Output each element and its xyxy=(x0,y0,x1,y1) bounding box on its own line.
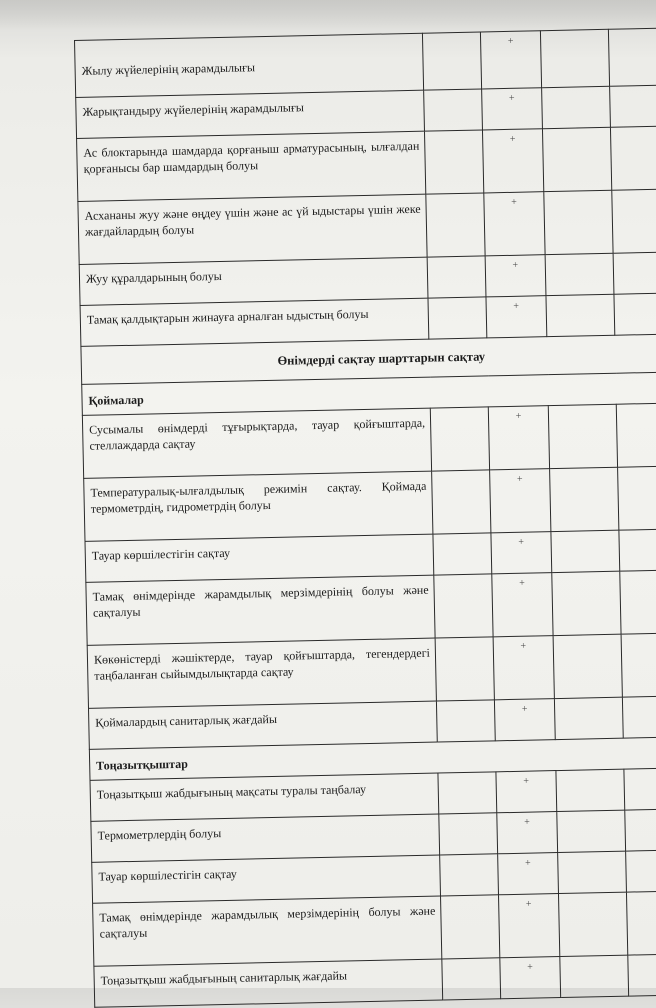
check-mark: + xyxy=(482,88,543,130)
empty-cell xyxy=(610,126,656,190)
empty-cell xyxy=(613,252,656,294)
check-mark: + xyxy=(497,812,558,854)
row-label: Қоймалардың санитарлық жағдайы xyxy=(89,701,438,749)
empty-cell xyxy=(551,530,620,572)
empty-cell xyxy=(424,89,483,131)
check-mark: + xyxy=(482,129,543,193)
check-mark: + xyxy=(492,573,553,637)
check-mark: + xyxy=(486,296,547,338)
empty-cell xyxy=(430,407,489,471)
check-mark: + xyxy=(496,771,557,813)
table-row xyxy=(86,570,656,646)
empty-cell xyxy=(545,253,614,295)
check-mark: + xyxy=(488,406,549,470)
empty-cell xyxy=(426,193,485,257)
check-mark: + xyxy=(491,532,552,574)
empty-cell xyxy=(616,403,656,467)
empty-cell xyxy=(619,529,656,571)
row-label: Асхананы жуу және өңдеу үшін және ас үй ыдыстары үшін жеке жағдайлардың болуы xyxy=(78,194,427,264)
empty-cell xyxy=(435,637,494,701)
table-row xyxy=(84,466,656,542)
inspection-checklist-sheet xyxy=(74,27,656,1008)
row-label: Жылу жүйелерінің жарамдылығы xyxy=(75,33,424,97)
table-row xyxy=(82,403,656,479)
empty-cell xyxy=(548,404,617,468)
empty-cell xyxy=(618,466,656,530)
row-label: Тоңазытқыш жабдығының мақсаты туралы таңбалау xyxy=(90,773,439,821)
row-label: Жарықтандыру жүйелерінің жарамдылығы xyxy=(76,90,425,138)
empty-cell xyxy=(558,851,627,893)
empty-cell xyxy=(621,633,656,697)
empty-cell xyxy=(544,190,613,254)
row-label: Температуралық-ылғалдылық режимін сақтау. Қоймада термометрдің, гидрометрдің болуы xyxy=(84,471,433,541)
row-label: Термометрлердің болуы xyxy=(91,814,440,862)
group-title-storage: Қоймалар xyxy=(82,372,656,416)
check-mark: + xyxy=(480,31,541,89)
empty-cell xyxy=(433,533,492,575)
empty-cell xyxy=(427,256,486,298)
check-mark: + xyxy=(493,636,554,700)
empty-cell xyxy=(424,130,483,194)
empty-cell xyxy=(540,29,609,87)
empty-cell xyxy=(550,467,619,531)
empty-cell xyxy=(439,813,498,855)
row-label: Тауар көршілестігін сақтау xyxy=(85,534,434,582)
empty-cell xyxy=(434,574,493,638)
row-label: Жуу құралдарының болуы xyxy=(79,257,428,305)
empty-cell xyxy=(442,958,501,1000)
empty-cell xyxy=(438,772,497,814)
table-row xyxy=(78,189,656,265)
empty-cell xyxy=(552,571,621,635)
row-label: Көкөністерді жәшіктерде, тауар қойғыштарда, тегендердегі таңбаланған сыйымдылықтарда сақтау xyxy=(87,638,436,708)
empty-cell xyxy=(554,697,623,739)
check-mark: + xyxy=(498,853,559,895)
check-mark: + xyxy=(494,699,555,741)
empty-cell xyxy=(626,850,656,892)
table-row xyxy=(77,126,656,202)
empty-cell xyxy=(542,127,611,191)
empty-cell xyxy=(628,954,656,996)
table-row xyxy=(93,891,656,967)
empty-cell xyxy=(626,891,656,955)
empty-cell xyxy=(546,294,615,336)
checklist-table xyxy=(74,27,656,1008)
check-mark: + xyxy=(484,192,545,256)
row-label: Тамақ өнімдерінде жарамдылық мерзімдерінің болуы және сақталуы xyxy=(86,575,435,645)
empty-cell xyxy=(608,28,656,86)
empty-cell xyxy=(432,470,491,534)
row-label: Тауар көршілестігін сақтау xyxy=(92,855,441,903)
empty-cell xyxy=(553,634,622,698)
empty-cell xyxy=(612,189,656,253)
empty-cell xyxy=(610,85,656,127)
row-label: Тамақ қалдықтарын жинауға арналған ыдыстың болуы xyxy=(80,298,429,346)
empty-cell xyxy=(440,854,499,896)
empty-cell xyxy=(625,809,656,851)
empty-cell xyxy=(542,86,611,128)
empty-cell xyxy=(622,696,656,738)
section-title: Өнімдерді сақтау шарттарын сақтау xyxy=(81,334,656,384)
check-mark: + xyxy=(490,469,551,533)
empty-cell xyxy=(624,768,656,810)
check-mark: + xyxy=(498,894,559,958)
row-label: Тоңазытқыш жабдығының санитарлық жағдайы xyxy=(94,959,443,1007)
empty-cell xyxy=(436,700,495,742)
table-row xyxy=(87,633,656,709)
row-label: Ас блоктарында шамдарда қорғаныш арматурасының, ылғалдан қорғанысы бар шамдардың болуы xyxy=(77,131,426,201)
row-label: Тамақ өнімдерінде жарамдылық мерзімдерінің болуы және сақталуы xyxy=(93,896,442,966)
check-mark: + xyxy=(485,255,546,297)
empty-cell xyxy=(620,570,656,634)
empty-cell xyxy=(614,293,656,335)
empty-cell xyxy=(560,955,629,997)
group-title-refrigerators: Тоңазытқыштар xyxy=(89,737,656,781)
empty-cell xyxy=(558,892,627,956)
empty-cell xyxy=(441,895,500,959)
check-mark: + xyxy=(500,957,561,999)
row-label: Сусымалы өнімдерді тұғырықтарда, тауар қойғыштарда, стеллаждарда сақтау xyxy=(82,408,431,478)
empty-cell xyxy=(557,810,626,852)
empty-cell xyxy=(556,769,625,811)
page-top-shadow xyxy=(0,0,656,30)
empty-cell xyxy=(428,297,487,339)
empty-cell xyxy=(422,32,481,90)
